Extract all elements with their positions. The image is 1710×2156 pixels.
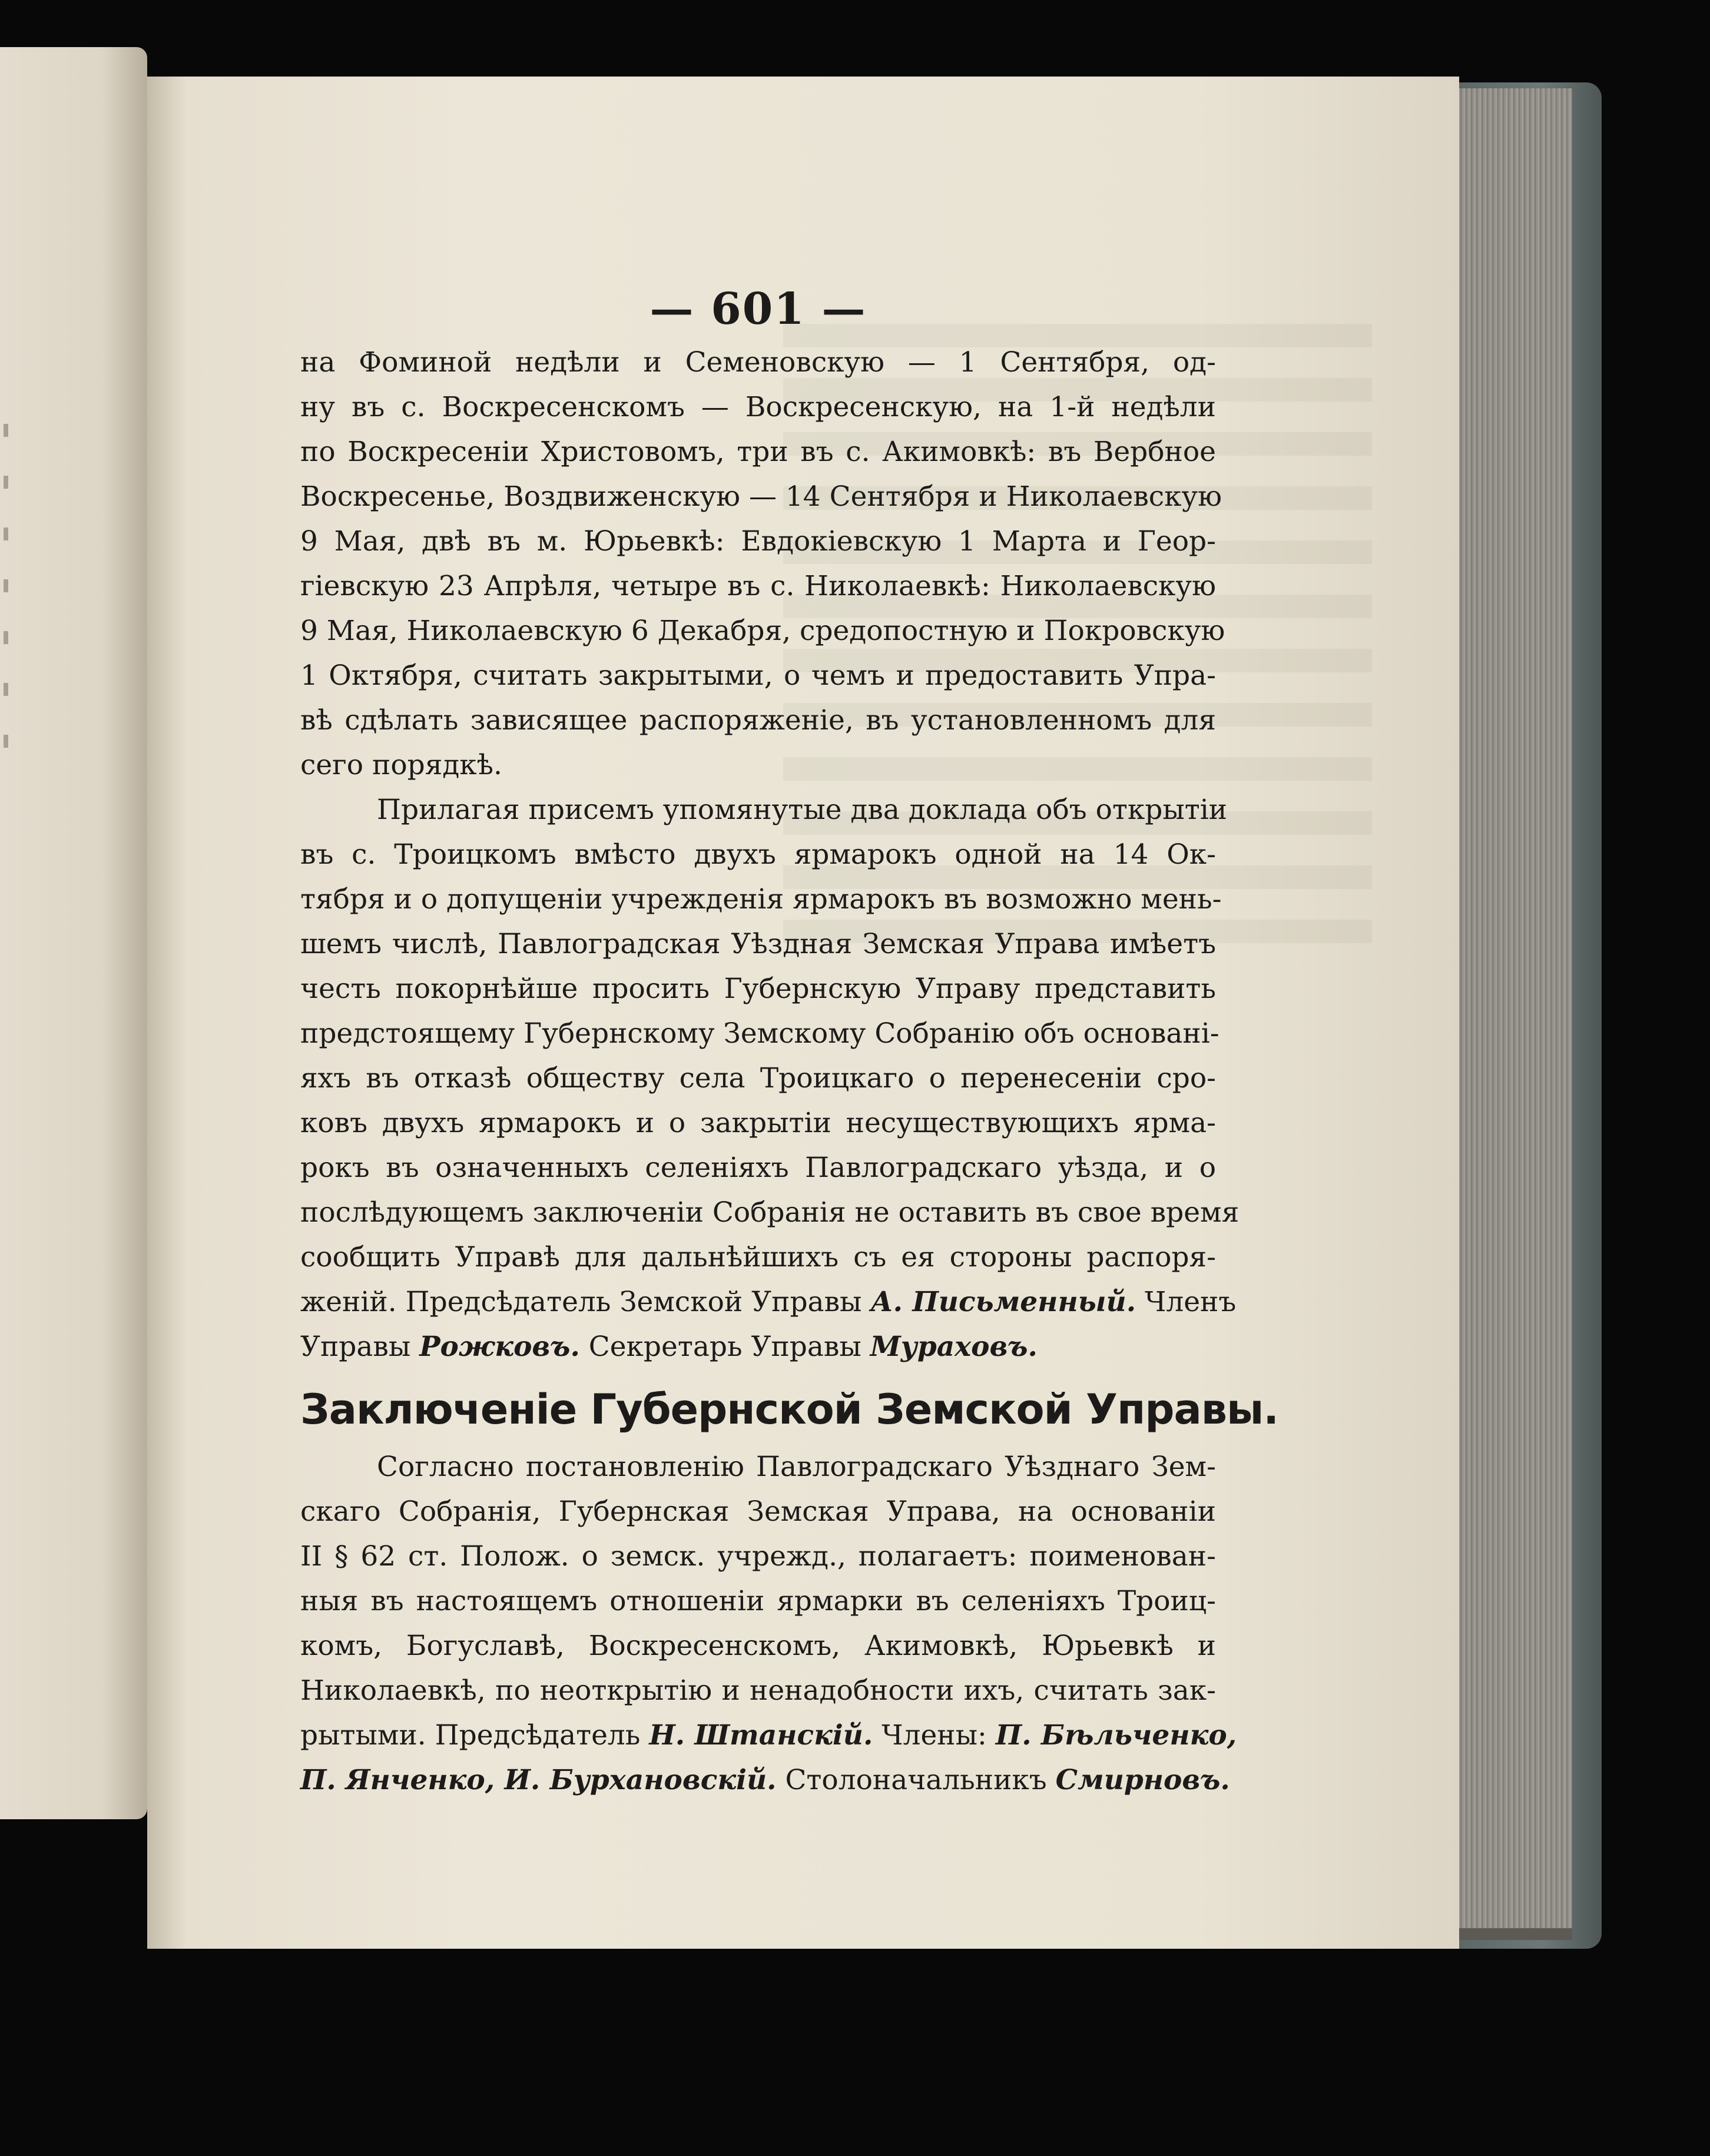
text-line: гіевскую 23 Апрѣля, четыре въ с. Николаевкѣ: Николаевскую <box>300 570 1216 602</box>
text-line: рокъ въ означенныхъ селеніяхъ Павлоградскаго уѣзда, и о <box>300 1152 1216 1184</box>
text-line: яхъ въ отказѣ обществу села Троицкаго о перенесеніи сро- <box>300 1062 1216 1094</box>
page-number: — 601 — <box>649 284 867 334</box>
text-line: вѣ сдѣлать зависящее распоряженіе, въ установленномъ для <box>300 704 1216 737</box>
signatory-name: Рожковъ. <box>419 1331 580 1363</box>
text-line-with-signature <box>300 1713 1237 1758</box>
signatory-name: Мураховъ. <box>870 1331 1038 1363</box>
text-line: Прилагая присемъ упомянутые два доклада объ открытіи <box>377 794 1228 826</box>
text-line: Воскресенье, Воздвиженскую — 14 Сентября и Николаевскую <box>300 480 1222 513</box>
line-text: Столоначальникъ <box>776 1764 1056 1796</box>
text-line: Согласно постановленію Павлоградскаго Уѣзднаго Зем- <box>377 1451 1216 1483</box>
signatory-name: П. Янченко, И. Бурхановскій. <box>300 1764 777 1796</box>
signatory-name: Н. Штанскій. <box>649 1719 873 1752</box>
text-line: шемъ числѣ, Павлоградская Уѣздная Земская Управа имѣетъ <box>300 928 1216 960</box>
text-line: 9 Мая, двѣ въ м. Юрьевкѣ: Евдокіевскую 1 Марта и Геор- <box>300 525 1216 558</box>
text-line: въ с. Троицкомъ вмѣсто двухъ ярмарокъ одной на 14 Ок- <box>300 838 1216 871</box>
text-line: честь покорнѣйше просить Губернскую Управу представить <box>300 973 1216 1005</box>
text-line: сего порядкѣ. <box>300 749 502 781</box>
text-line: комъ, Богуславѣ, Воскресенскомъ, Акимовкѣ, Юрьевкѣ и <box>300 1630 1216 1662</box>
text-line: скаго Собранія, Губернская Земская Управа, на основаніи <box>300 1495 1216 1528</box>
text-line: предстоящему Губернскому Земскому Собранію объ основані- <box>300 1017 1219 1050</box>
text-line: тября и о допущеніи учрежденія ярмарокъ въ возможно мень- <box>300 883 1222 916</box>
line-text: рытыми. Предсѣдатель <box>300 1719 649 1752</box>
text-line: послѣдующемъ заключеніи Собранія не оставить въ свое время <box>300 1196 1240 1229</box>
left-page <box>0 47 147 1819</box>
text-line: сообщить Управѣ для дальнѣйшихъ съ ея стороны распоря- <box>300 1241 1216 1273</box>
page-edges <box>1457 88 1572 1940</box>
paragraph-2 <box>300 788 1240 1369</box>
text-line-with-signature <box>300 1758 1230 1803</box>
text-line-with-signature <box>300 1280 1237 1325</box>
left-page-bleed-marks <box>4 424 12 787</box>
line-text: Управы <box>300 1331 420 1363</box>
page-content <box>300 283 1278 1803</box>
line-text: Членъ <box>1136 1286 1237 1318</box>
text-line-with-signature <box>300 1325 1216 1369</box>
text-line: 9 Мая, Николаевскую 6 Декабря, средопостную и Покровскую <box>300 615 1225 647</box>
text-line: ныя въ настоящемъ отношеніи ярмарки въ селеніяхъ Троиц- <box>300 1585 1216 1617</box>
signatory-name: П. Бѣльченко, <box>995 1719 1237 1752</box>
text-line: ковъ двухъ ярмарокъ и о закрытіи несуществующихъ ярма- <box>300 1107 1216 1139</box>
signatory-name: А. Письменный. <box>870 1286 1136 1318</box>
paragraph-3 <box>300 1445 1237 1803</box>
line-text: женій. Предсѣдатель Земской Управы <box>300 1286 871 1318</box>
line-text: Секретарь Управы <box>579 1331 870 1363</box>
signatory-name: Смирновъ. <box>1055 1764 1230 1796</box>
text-line: Николаевкѣ, по неоткрытію и ненадобности ихъ, считать зак- <box>300 1674 1216 1707</box>
text-line: ну въ с. Воскресенскомъ — Воскресенскую, на 1-й недѣли <box>300 391 1216 423</box>
text-line: по Воскресеніи Христовомъ, три въ с. Акимовкѣ: въ Вербное <box>300 436 1216 468</box>
text-line: II § 62 ст. Полож. о земск. учрежд., полагаетъ: поименован- <box>300 1540 1216 1573</box>
section-heading: Заключеніе Губернской Земской Управы. <box>300 1385 1278 1434</box>
text-line: 1 Октября, считать закрытыми, о чемъ и предоставить Упра- <box>300 659 1216 692</box>
text-line: на Фоминой недѣли и Семеновскую — 1 Сентября, од- <box>300 346 1216 379</box>
paragraph-1 <box>300 340 1225 788</box>
line-text: Члены: <box>873 1719 996 1752</box>
